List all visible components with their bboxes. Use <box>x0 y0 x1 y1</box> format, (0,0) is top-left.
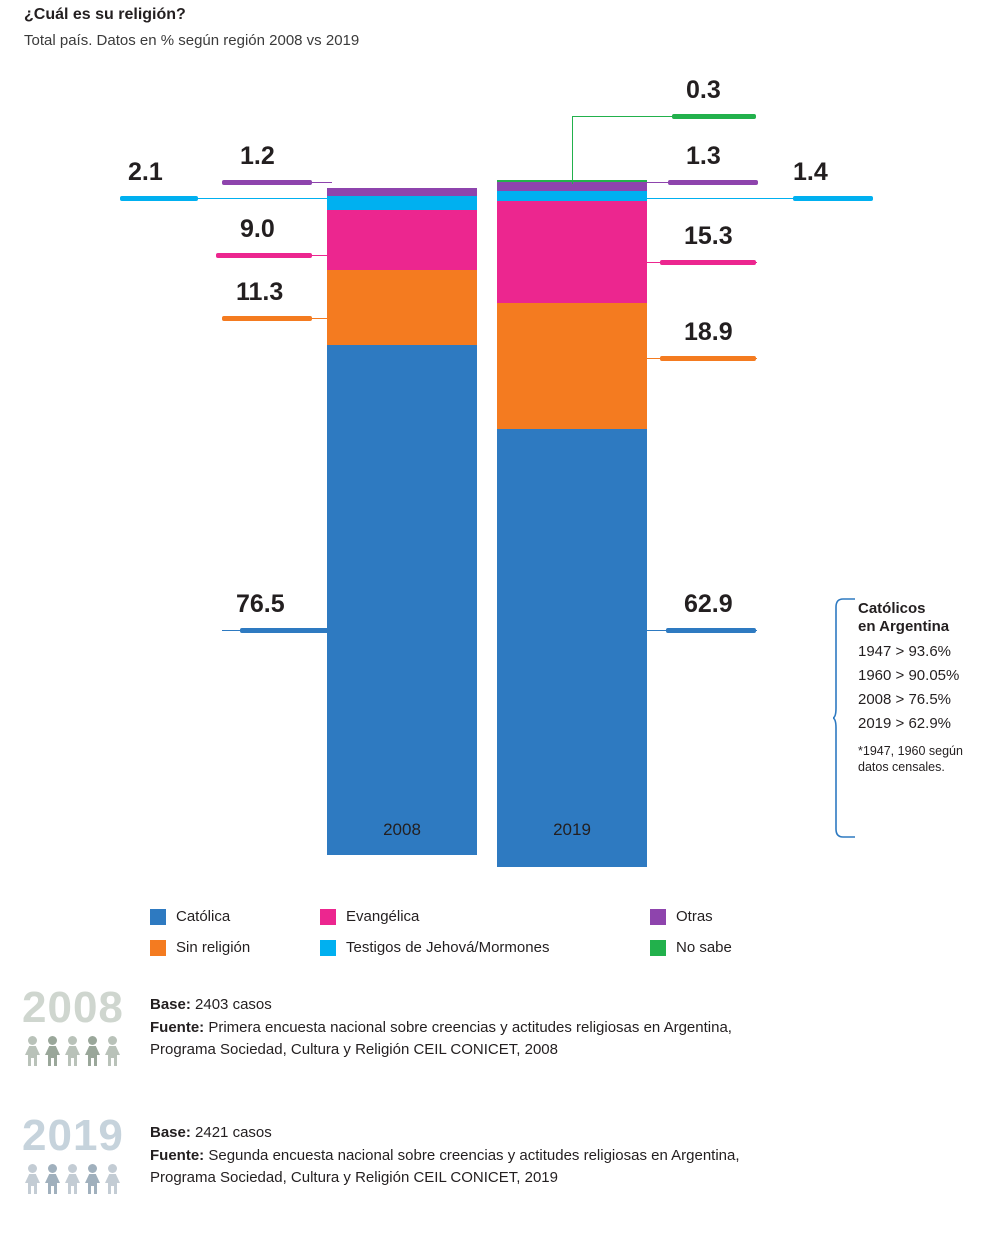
legend-item-catolica[interactable] <box>150 908 320 925</box>
rule-evangelica-2019 <box>660 260 756 265</box>
person-icon <box>24 1036 41 1066</box>
rule-testigos-2019 <box>793 196 873 201</box>
rule-otras-2008 <box>222 180 312 185</box>
person-icon <box>24 1164 41 1194</box>
rule-sin-religion-2008 <box>222 316 312 321</box>
legend-swatch-testigos <box>320 940 336 956</box>
legend-label-otras: Otras <box>676 908 713 925</box>
people-icon-group-2008 <box>24 1036 121 1066</box>
value-label-evangelica-2019: 15.3 <box>684 222 733 250</box>
person-icon <box>84 1036 101 1066</box>
source-label-2008: Fuente: <box>150 1018 205 1036</box>
bar-2019 <box>497 180 647 867</box>
person-icon <box>64 1164 81 1194</box>
side-note-line-2008: 2008 > 76.5% <box>858 691 951 708</box>
legend-label-testigos: Testigos de Jehová/Mormones <box>346 939 550 956</box>
chart-header <box>24 6 359 49</box>
source-line1-2008: Primera encuesta nacional sobre creencias y actitudes religiosas en Argentina, <box>208 1018 732 1036</box>
legend-item-otras[interactable] <box>650 908 890 925</box>
legend-label-sin-religion: Sin religión <box>176 939 251 956</box>
leader-elbow-no-sabe-horizontal <box>572 116 672 117</box>
page-title: ¿Cuál es su religión? <box>24 6 186 23</box>
value-label-otras-2019: 1.3 <box>686 142 721 170</box>
rule-no-sabe-2019 <box>672 114 756 119</box>
value-label-otras-2008: 1.2 <box>240 142 275 170</box>
base-value-2019: 2421 casos <box>195 1124 272 1141</box>
footnote-text-2019 <box>150 1122 740 1190</box>
side-note-title-line1: Católicos <box>858 600 926 617</box>
brace-icon <box>833 598 855 838</box>
side-note-line-1947: 1947 > 93.6% <box>858 643 951 660</box>
side-note-footnote-line1: *1947, 1960 según <box>858 744 963 758</box>
rule-otras-2019 <box>668 180 758 185</box>
rule-catolica-2019 <box>666 628 756 633</box>
value-label-testigos-2019: 1.4 <box>793 158 828 186</box>
source-label-2019: Fuente: <box>150 1146 205 1164</box>
person-icon <box>84 1164 101 1194</box>
rule-testigos-2008 <box>120 196 198 201</box>
leader-elbow-no-sabe-vertical <box>572 116 573 184</box>
bar-segment-testigos-2008 <box>327 196 477 210</box>
legend-item-no-sabe[interactable] <box>650 939 890 956</box>
legend-item-testigos[interactable] <box>320 939 650 956</box>
bar-segment-evangelica-2019 <box>497 201 647 303</box>
value-label-catolica-2019: 62.9 <box>684 590 733 618</box>
value-label-sin-religion-2008: 11.3 <box>236 278 284 306</box>
value-label-evangelica-2008: 9.0 <box>240 215 275 243</box>
legend-swatch-evangelica <box>320 909 336 925</box>
base-label-2019: Base: <box>150 1124 191 1141</box>
rule-sin-religion-2019 <box>660 356 756 361</box>
bar-segment-otras-2008 <box>327 188 477 196</box>
legend-label-evangelica: Evangélica <box>346 908 420 925</box>
side-note-footnote-line2: datos censales. <box>858 759 945 774</box>
bar-segment-sin-religion-2019 <box>497 303 647 429</box>
side-note-line-2019: 2019 > 62.9% <box>858 715 951 732</box>
source-line1-2019: Segunda encuesta nacional sobre creencias y actitudes religiosas en Argentina, <box>208 1146 740 1164</box>
rule-catolica-2008 <box>240 628 330 633</box>
person-icon <box>44 1036 61 1066</box>
legend-swatch-sin-religion <box>150 940 166 956</box>
legend-swatch-catolica <box>150 909 166 925</box>
footnote-text-2008 <box>150 994 732 1062</box>
bar-segment-testigos-2019 <box>497 191 647 201</box>
legend-item-evangelica[interactable] <box>320 908 650 925</box>
legend-label-no-sabe: No sabe <box>676 939 732 956</box>
value-label-no-sabe-2019: 0.3 <box>686 76 721 104</box>
legend-label-catolica: Católica <box>176 908 231 925</box>
axis-label-2008: 2008 <box>383 820 421 839</box>
bar-segment-sin-religion-2008 <box>327 270 477 345</box>
side-annotation <box>858 600 993 775</box>
bar-segment-evangelica-2008 <box>327 210 477 270</box>
people-icon-group-2019 <box>24 1164 121 1194</box>
legend-row-2 <box>150 939 910 956</box>
value-label-catolica-2008: 76.5 <box>236 590 285 618</box>
footnote-year-2008: 2008 <box>22 983 124 1032</box>
footnote-year-2019: 2019 <box>22 1111 124 1160</box>
legend-row-1 <box>150 908 910 925</box>
person-icon <box>64 1036 81 1066</box>
value-label-testigos-2008: 2.1 <box>128 158 163 186</box>
source-line2-2019: Programa Sociedad, Cultura y Religión CEIL CONICET, 2019 <box>150 1169 558 1186</box>
side-note-title-line2: en Argentina <box>858 618 950 635</box>
stacked-bar-chart <box>0 70 1000 860</box>
axis-label-2019: 2019 <box>553 820 591 839</box>
value-label-sin-religion-2019: 18.9 <box>684 318 733 346</box>
person-icon <box>104 1164 121 1194</box>
legend-swatch-otras <box>650 909 666 925</box>
side-note-line-1960: 1960 > 90.05% <box>858 667 960 684</box>
bar-segment-catolica-2019 <box>497 429 647 867</box>
bar-segment-catolica-2008 <box>327 345 477 855</box>
base-value-2008: 2403 casos <box>195 996 272 1013</box>
person-icon <box>104 1036 121 1066</box>
source-line2-2008: Programa Sociedad, Cultura y Religión CEIL CONICET, 2008 <box>150 1041 558 1058</box>
legend-swatch-no-sabe <box>650 940 666 956</box>
rule-evangelica-2008 <box>216 253 312 258</box>
base-label-2008: Base: <box>150 996 191 1013</box>
person-icon <box>44 1164 61 1194</box>
bar-2008 <box>327 188 477 855</box>
legend-item-sin-religion[interactable] <box>150 939 320 956</box>
page-subtitle: Total país. Datos en % según región 2008 vs 2019 <box>24 32 360 49</box>
chart-legend <box>150 908 910 970</box>
